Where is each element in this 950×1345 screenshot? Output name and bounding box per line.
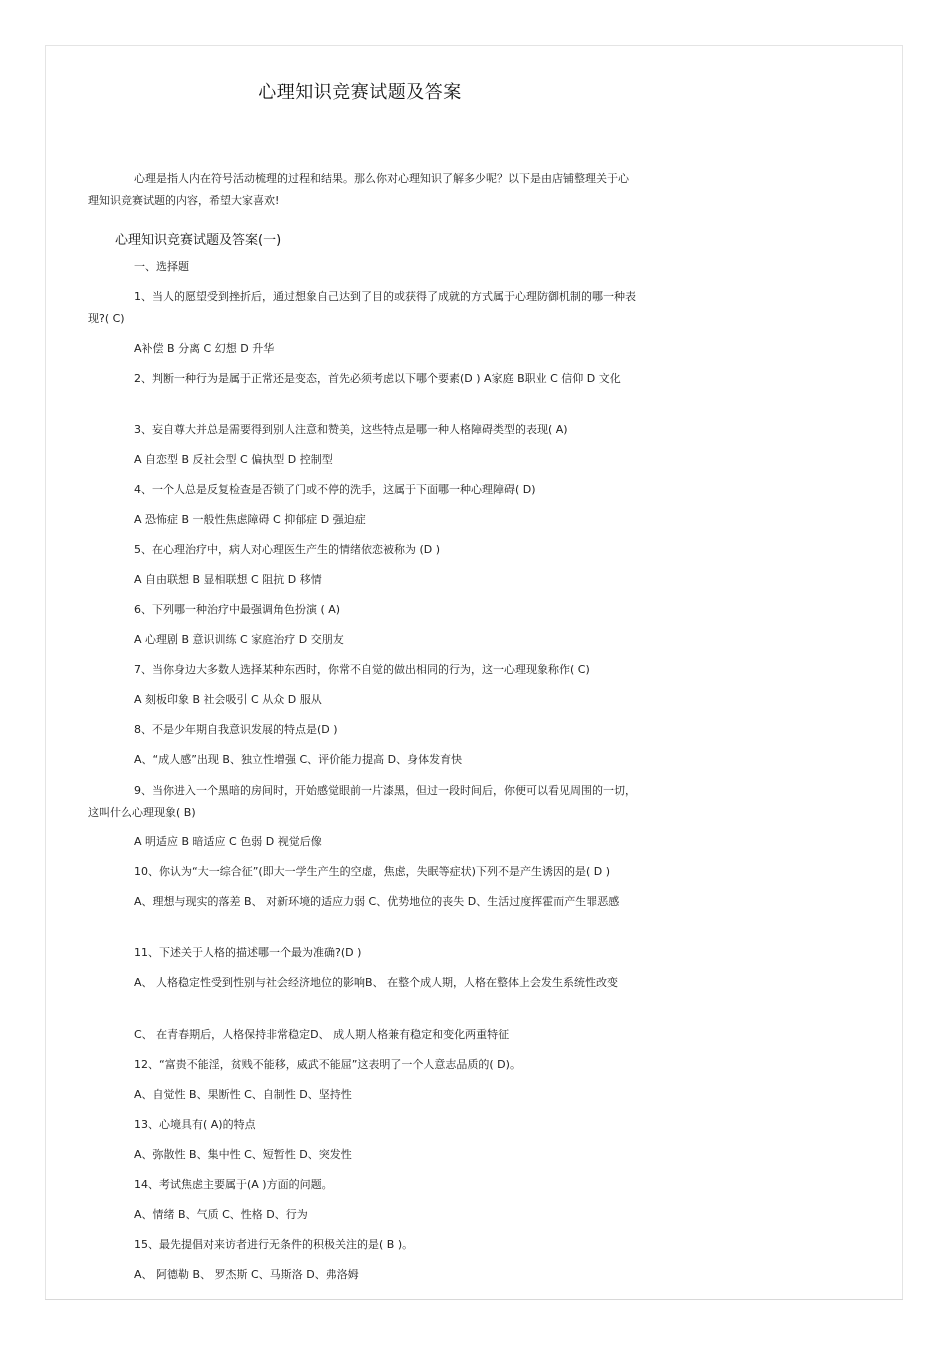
question-1: 1、当人的愿望受到挫折后，通过想象自己达到了目的或获得了成就的方式属于心理防御机制的哪一种表现?( C) (88, 290, 636, 325)
options-5: A 自由联想 B 显相联想 C 阻抗 D 移情 (134, 573, 322, 586)
question-4: 4、一个人总是反复检查是否锁了门或不停的洗手，这属于下面哪一种心理障碍( D) (134, 483, 536, 496)
question-15: 15、最先提倡对来访者进行无条件的积极关注的是( B )。 (134, 1238, 414, 1251)
options-13: A、弥散性 B、集中性 C、短暂性 D、突发性 (134, 1148, 352, 1161)
question-6: 6、下列哪一种治疗中最强调角色扮演 ( A) (134, 603, 341, 616)
question-2: 2、判断一种行为是属于正常还是变态，首先必须考虑以下哪个要素(D ) A家庭 B职业 C 信仰 D 文化 (134, 372, 621, 385)
section-heading: 心理知识竞赛试题及答案(一) (115, 233, 282, 248)
question-3: 3、妄自尊大并总是需要得到别人注意和赞美，这些特点是哪一种人格障碍类型的表现( A) (134, 423, 568, 436)
document-title: 心理知识竞赛试题及答案 (258, 82, 462, 103)
question-8: 8、不是少年期自我意识发展的特点是(D ) (134, 723, 338, 736)
options-8: A、“成人感”出现 B、独立性增强 C、评价能力提高 D、身体发育快 (134, 753, 463, 766)
options-15: A、 阿德勒 B、 罗杰斯 C、马斯洛 D、弗洛姆 (134, 1268, 359, 1281)
question-9: 9、当你进入一个黑暗的房间时，开始感觉眼前一片漆黑，但过一段时间后，你便可以看见周围的一切，这叫什么心理现象( B) (88, 784, 636, 819)
question-5: 5、在心理治疗中，病人对心理医生产生的情绪依恋被称为 (D ) (134, 543, 441, 556)
question-10: 10、你认为“大一综合征”(即大一学生产生的空虚，焦虑，失眠等症状)下列不是产生诱因的是( D ) (134, 865, 611, 878)
question-11: 11、下述关于人格的描述哪一个最为准确?(D ) (134, 946, 362, 959)
question-7: 7、当你身边大多数人选择某种东西时，你常不自觉的做出相同的行为，这一心理现象称作( C) (134, 663, 590, 676)
options-12: A、自觉性 B、果断性 C、自制性 D、坚持性 (134, 1088, 352, 1101)
options-11-ab: A、 人格稳定性受到性别与社会经济地位的影响B、 在整个成人期，人格在整体上会发生系统性改变 (134, 976, 619, 989)
intro-paragraph: 心理是指人内在符号活动梳理的过程和结果。那么你对心理知识了解多少呢？以下是由店铺整理关于心理知识竞赛试题的内容，希望大家喜欢! (88, 172, 629, 207)
options-10: A、理想与现实的落差 B、 对新环境的适应力弱 C、优势地位的丧失 D、生活过度挥霍而产生罪恶感 (134, 895, 620, 908)
options-3: A 自恋型 B 反社会型 C 偏执型 D 控制型 (134, 453, 333, 466)
question-14: 14、考试焦虑主要属于(A )方面的问题。 (134, 1178, 333, 1191)
question-12: 12、“富贵不能淫，贫贱不能移，威武不能屈”这表明了一个人意志品质的( D)。 (134, 1058, 521, 1071)
question-section-label: 一、选择题 (134, 260, 189, 273)
options-11-cd: C、 在青春期后，人格保持非常稳定D、 成人期人格兼有稳定和变化两重特征 (134, 1028, 510, 1041)
options-9: A 明适应 B 暗适应 C 色弱 D 视觉后像 (134, 835, 322, 848)
question-13: 13、心境具有( A)的特点 (134, 1118, 256, 1131)
options-7: A 刻板印象 B 社会吸引 C 从众 D 服从 (134, 693, 322, 706)
options-1: A补偿 B 分离 C 幻想 D 升华 (134, 342, 275, 355)
options-14: A、情绪 B、气质 C、性格 D、行为 (134, 1208, 308, 1221)
options-6: A 心理剧 B 意识训练 C 家庭治疗 D 交朋友 (134, 633, 344, 646)
page-bottom-rule (45, 1299, 903, 1300)
options-4: A 恐怖症 B 一般性焦虑障碍 C 抑郁症 D 强迫症 (134, 513, 366, 526)
